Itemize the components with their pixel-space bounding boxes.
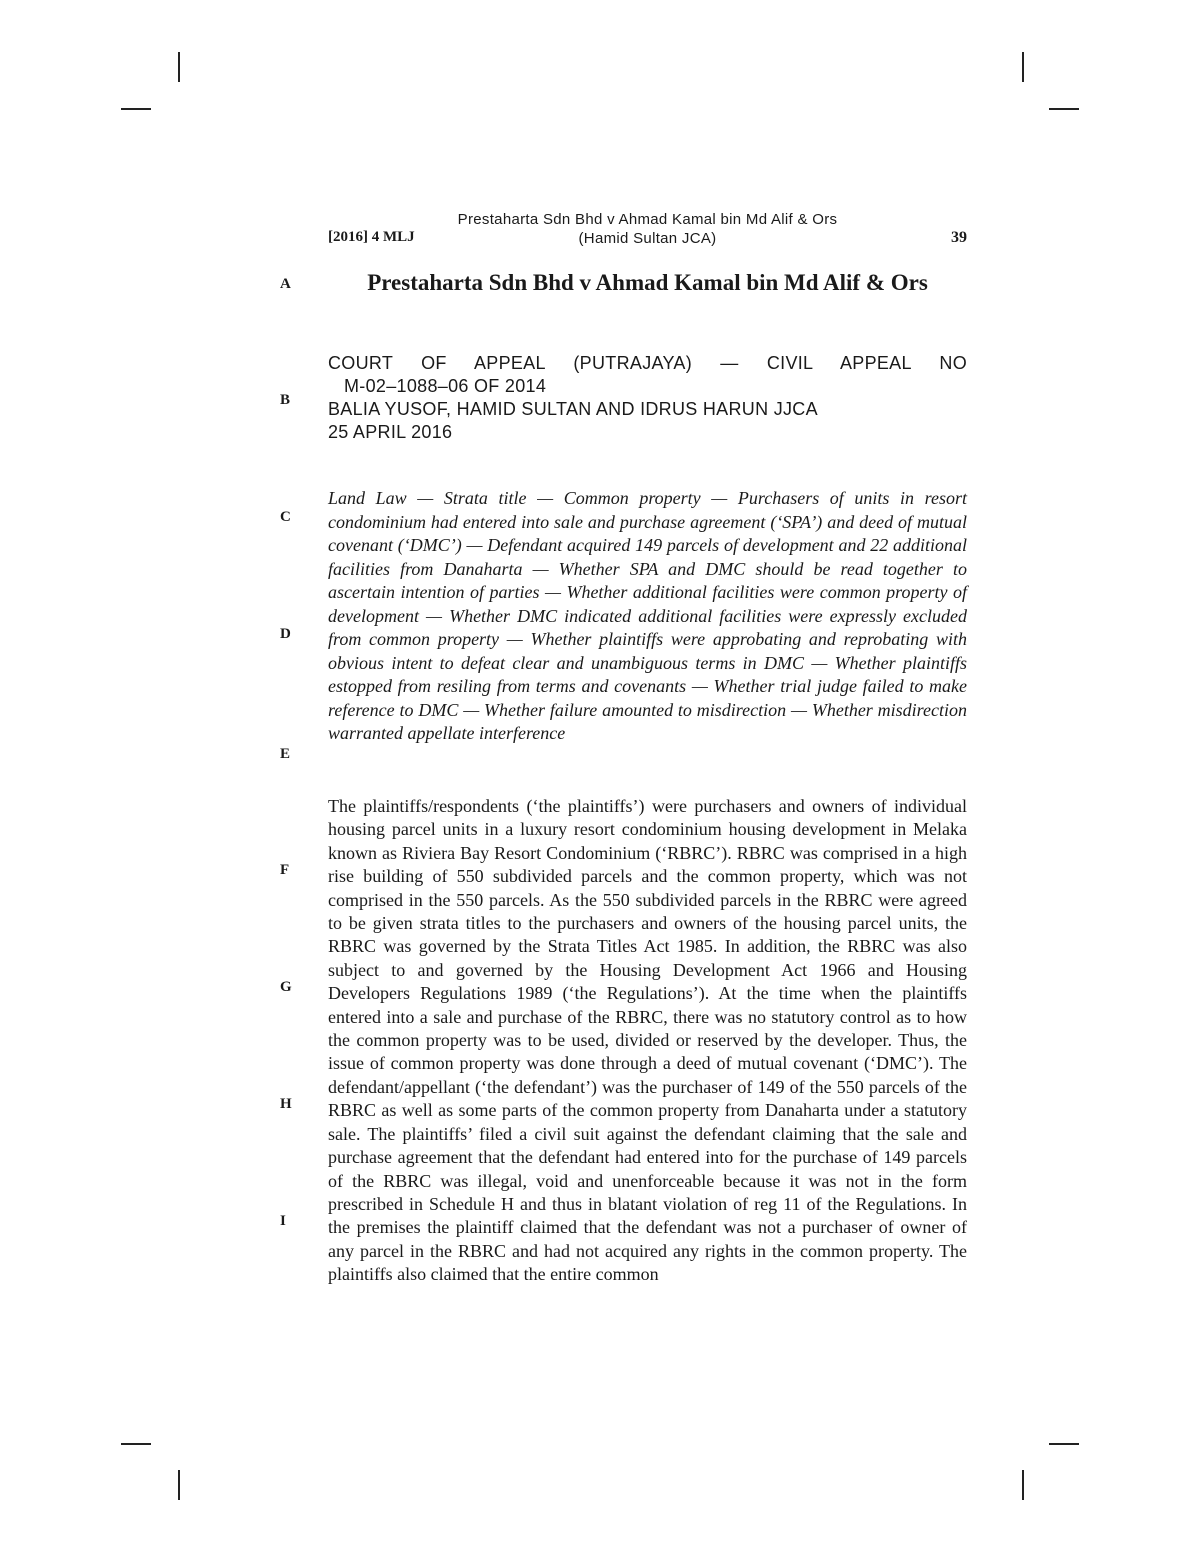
crop-mark-bottom-right-vertical — [1022, 1470, 1024, 1500]
crop-mark-top-left-horizontal — [121, 108, 151, 110]
margin-letter-i: I — [280, 1213, 286, 1229]
page-number: 39 — [951, 229, 967, 246]
margin-letter-c: C — [280, 509, 291, 525]
headnote-paragraph: The plaintiffs/respondents (‘the plaintiffs’) were purchasers and owners of individual housing parcel units in a luxury resort condominium housing development in Melaka known as Riviera Bay Resort Condominium (‘RBRC’). RBRC was comprised in a high rise building of 550 subdivided parcels and the common property, which was not comprised in the 550 parcels. As the 550 subdivided parcels in the RBRC were agreed to be given strata titles to the purchasers and owners of the housing parcel units, the RBRC was governed by the Strata Titles Act 1985. In addition, the RBRC was also subject to and governed by the Housing Development Act 1966 and Housing Developers Regulations 1989 (‘the Regulations’). At the time when the plaintiffs entered into a sale and purchase of the RBRC, there was no statutory control as to how the common property was to be used, divided or reserved by the developer. Thus, the issue of common property was done through a deed of mutual covenant (‘DMC’). The defendant/appellant (‘the defendant’) was the purchaser of 149 of the 550 parcels of the RBRC as well as some parts of the common property from Danaharta under a statutory sale. The plaintiffs’ filed a civil suit against the defendant claiming that the sale and purchase agreement that the defendant had entered into for the purchase of 149 parcels of the RBRC was illegal, void and unenforceable because it was not in the form prescribed in Schedule H and thus in blatant violation of reg 11 of the Regulations. In the premises the plaintiff claimed that the defendant was not a purchaser of owner of any parcel in the RBRC and had not acquired any rights in the common property. The plaintiffs also claimed that the entire common — [328, 796, 967, 1285]
court-details — [328, 352, 967, 444]
running-head-case — [328, 210, 967, 248]
margin-letter-e: E — [280, 746, 291, 762]
crop-mark-top-left-vertical — [178, 52, 180, 82]
margin-letter-d: D — [280, 626, 291, 642]
crop-mark-bottom-left-horizontal — [121, 1443, 151, 1445]
court-name: COURT OF APPEAL (PUTRAJAYA) — CIVIL APPEAL NO — [328, 353, 967, 373]
margin-letter-h: H — [280, 1096, 292, 1112]
crop-mark-top-right-horizontal — [1049, 108, 1079, 110]
running-head-citation: [2016] 4 MLJ — [328, 229, 415, 245]
crop-mark-bottom-left-vertical — [178, 1470, 180, 1500]
crop-mark-bottom-right-horizontal — [1049, 1443, 1079, 1445]
catchwords: Land Law — Strata title — Common property — Purchasers of units in resort condominium had entered into sale and purchase agreement (‘SPA’) and deed of mutual covenant (‘DMC’) — Defendant acquired 149 parcels of development and 22 additional facilities from Danaharta — Whether SPA and DMC should be read together to ascertain intention of parties — Whether additional facilities were common property of development — Whether DMC indicated additional facilities were expressly excluded from common property — Whether plaintiffs were approbating and reprobating with obvious intent to defeat clear and unambiguous terms in DMC — Whether plaintiffs estopped from resiling from terms and covenants — Whether trial judge failed to make reference to DMC — Whether failure amounted to misdirection — Whether misdirection warranted appellate interference — [328, 488, 967, 743]
crop-mark-top-right-vertical — [1022, 52, 1024, 82]
appeal-number: M-02–1088–06 OF 2014 — [344, 376, 547, 396]
case-title: Prestaharta Sdn Bhd v Ahmad Kamal bin Md Alif & Ors — [367, 270, 928, 295]
running-head-judge: (Hamid Sultan JCA) — [578, 230, 717, 247]
margin-letter-g: G — [280, 979, 292, 995]
running-head-case-name: Prestaharta Sdn Bhd v Ahmad Kamal bin Md Alif & Ors — [457, 211, 838, 228]
judgment-date: 25 APRIL 2016 — [328, 422, 453, 442]
margin-letter-f: F — [280, 862, 290, 878]
margin-letter-b: B — [280, 392, 291, 408]
margin-letter-a: A — [280, 276, 291, 292]
coram: BALIA YUSOF, HAMID SULTAN AND IDRUS HARUN JJCA — [328, 399, 818, 419]
running-head — [328, 208, 967, 248]
